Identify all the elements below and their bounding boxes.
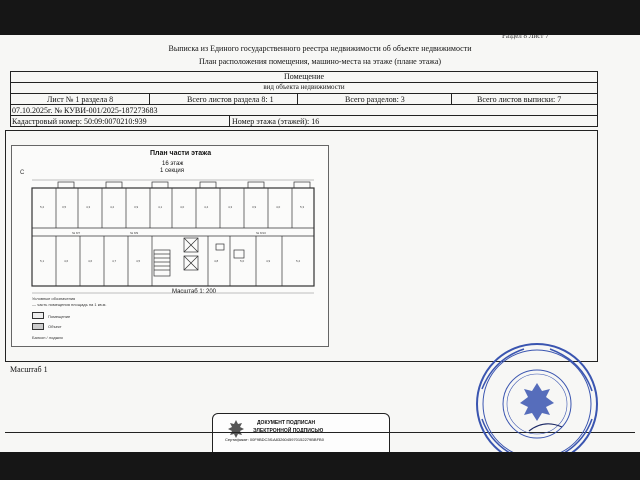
date-number: 07.10.2025г. № КУВИ-001/2025-187273683	[12, 106, 158, 115]
legend-line-5: Балкон / лоджия	[32, 335, 63, 340]
floor-plan	[11, 145, 329, 347]
plan-title: План части этажа	[150, 150, 212, 157]
official-seal	[474, 341, 600, 452]
svg-text:4,6: 4,6	[88, 259, 93, 263]
certificate-line: Сертификат: 00F9BDC3f1A8326045970152279BBFB0	[225, 437, 324, 442]
svg-text:4,9: 4,9	[266, 259, 271, 263]
signature-line-2: ЭЛЕКТРОННОЙ ПОДПИСЬЮ	[253, 428, 324, 434]
bottom-dark-bar	[0, 452, 640, 480]
svg-text:4,5: 4,5	[136, 259, 141, 263]
svg-text:4,4: 4,4	[204, 205, 209, 209]
svg-text:№ 8/10: № 8/10	[256, 231, 266, 235]
svg-text:3,5: 3,5	[62, 205, 67, 209]
svg-text:5,1: 5,1	[40, 259, 45, 263]
svg-text:4,6: 4,6	[64, 259, 69, 263]
scale-label: Масштаб 1	[10, 365, 48, 374]
svg-text:5,2: 5,2	[296, 259, 301, 263]
svg-text:4,1: 4,1	[158, 205, 163, 209]
svg-text:4,8: 4,8	[214, 259, 219, 263]
svg-text:4,7: 4,7	[112, 259, 117, 263]
top-dark-bar	[0, 0, 640, 35]
object-type: Помещение	[283, 72, 325, 81]
cadastral-number: Кадастровый номер: 50:09:0070210:939	[12, 117, 147, 126]
document-title: Выписка из Единого государственного реестра недвижимости об объекте недвижимости	[168, 44, 472, 53]
svg-text:5,0: 5,0	[240, 259, 245, 263]
svg-text:№ 8/9: № 8/9	[130, 231, 139, 235]
svg-text:3,9: 3,9	[134, 205, 139, 209]
legend-line-2: — часть помещения площадь на 1 кв.м.	[32, 302, 107, 307]
legend-line-1: Условные обозначения	[32, 296, 76, 301]
signature-line-1: ДОКУМЕНТ ПОДПИСАН	[257, 420, 316, 426]
object-type-caption: вид объекта недвижимости	[263, 83, 345, 91]
svg-text:5,3: 5,3	[300, 205, 305, 209]
plan-scale: Масштаб 1: 200	[172, 289, 217, 295]
plan-floor: 16 этаж	[162, 161, 184, 167]
svg-text:4,2: 4,2	[110, 205, 115, 209]
svg-text:С: С	[20, 170, 25, 176]
svg-text:4,0: 4,0	[276, 205, 281, 209]
header-table	[10, 71, 598, 127]
svg-text:4,0: 4,0	[180, 205, 185, 209]
svg-text:5,2: 5,2	[40, 205, 45, 209]
total-sheets-section: Всего листов раздела 8: 1	[187, 95, 274, 104]
corner-section-text: Раздел 8 Лист 7	[502, 35, 549, 40]
total-sections: Всего разделов: 3	[345, 95, 405, 104]
legend-line-4: Объект	[48, 324, 62, 329]
svg-text:4,3: 4,3	[228, 205, 233, 209]
svg-text:4,3: 4,3	[86, 205, 91, 209]
sheet-number: Лист № 1 раздела 8	[47, 95, 114, 104]
legend-swatch-1	[32, 312, 44, 319]
floor-number: Номер этажа (этажей): 16	[232, 117, 320, 126]
total-sheets-extract: Всего листов выписки: 7	[477, 95, 562, 104]
document-page	[0, 35, 640, 452]
svg-text:№ 8/7: № 8/7	[72, 231, 81, 235]
svg-text:3,9: 3,9	[252, 205, 257, 209]
document-subtitle: План расположения помещения, машино-места на этаже (плане этажа)	[198, 57, 442, 66]
plan-section: 1 секция	[160, 168, 185, 174]
legend-swatch-2	[32, 323, 44, 330]
legend-line-3: Помещение	[48, 314, 71, 319]
